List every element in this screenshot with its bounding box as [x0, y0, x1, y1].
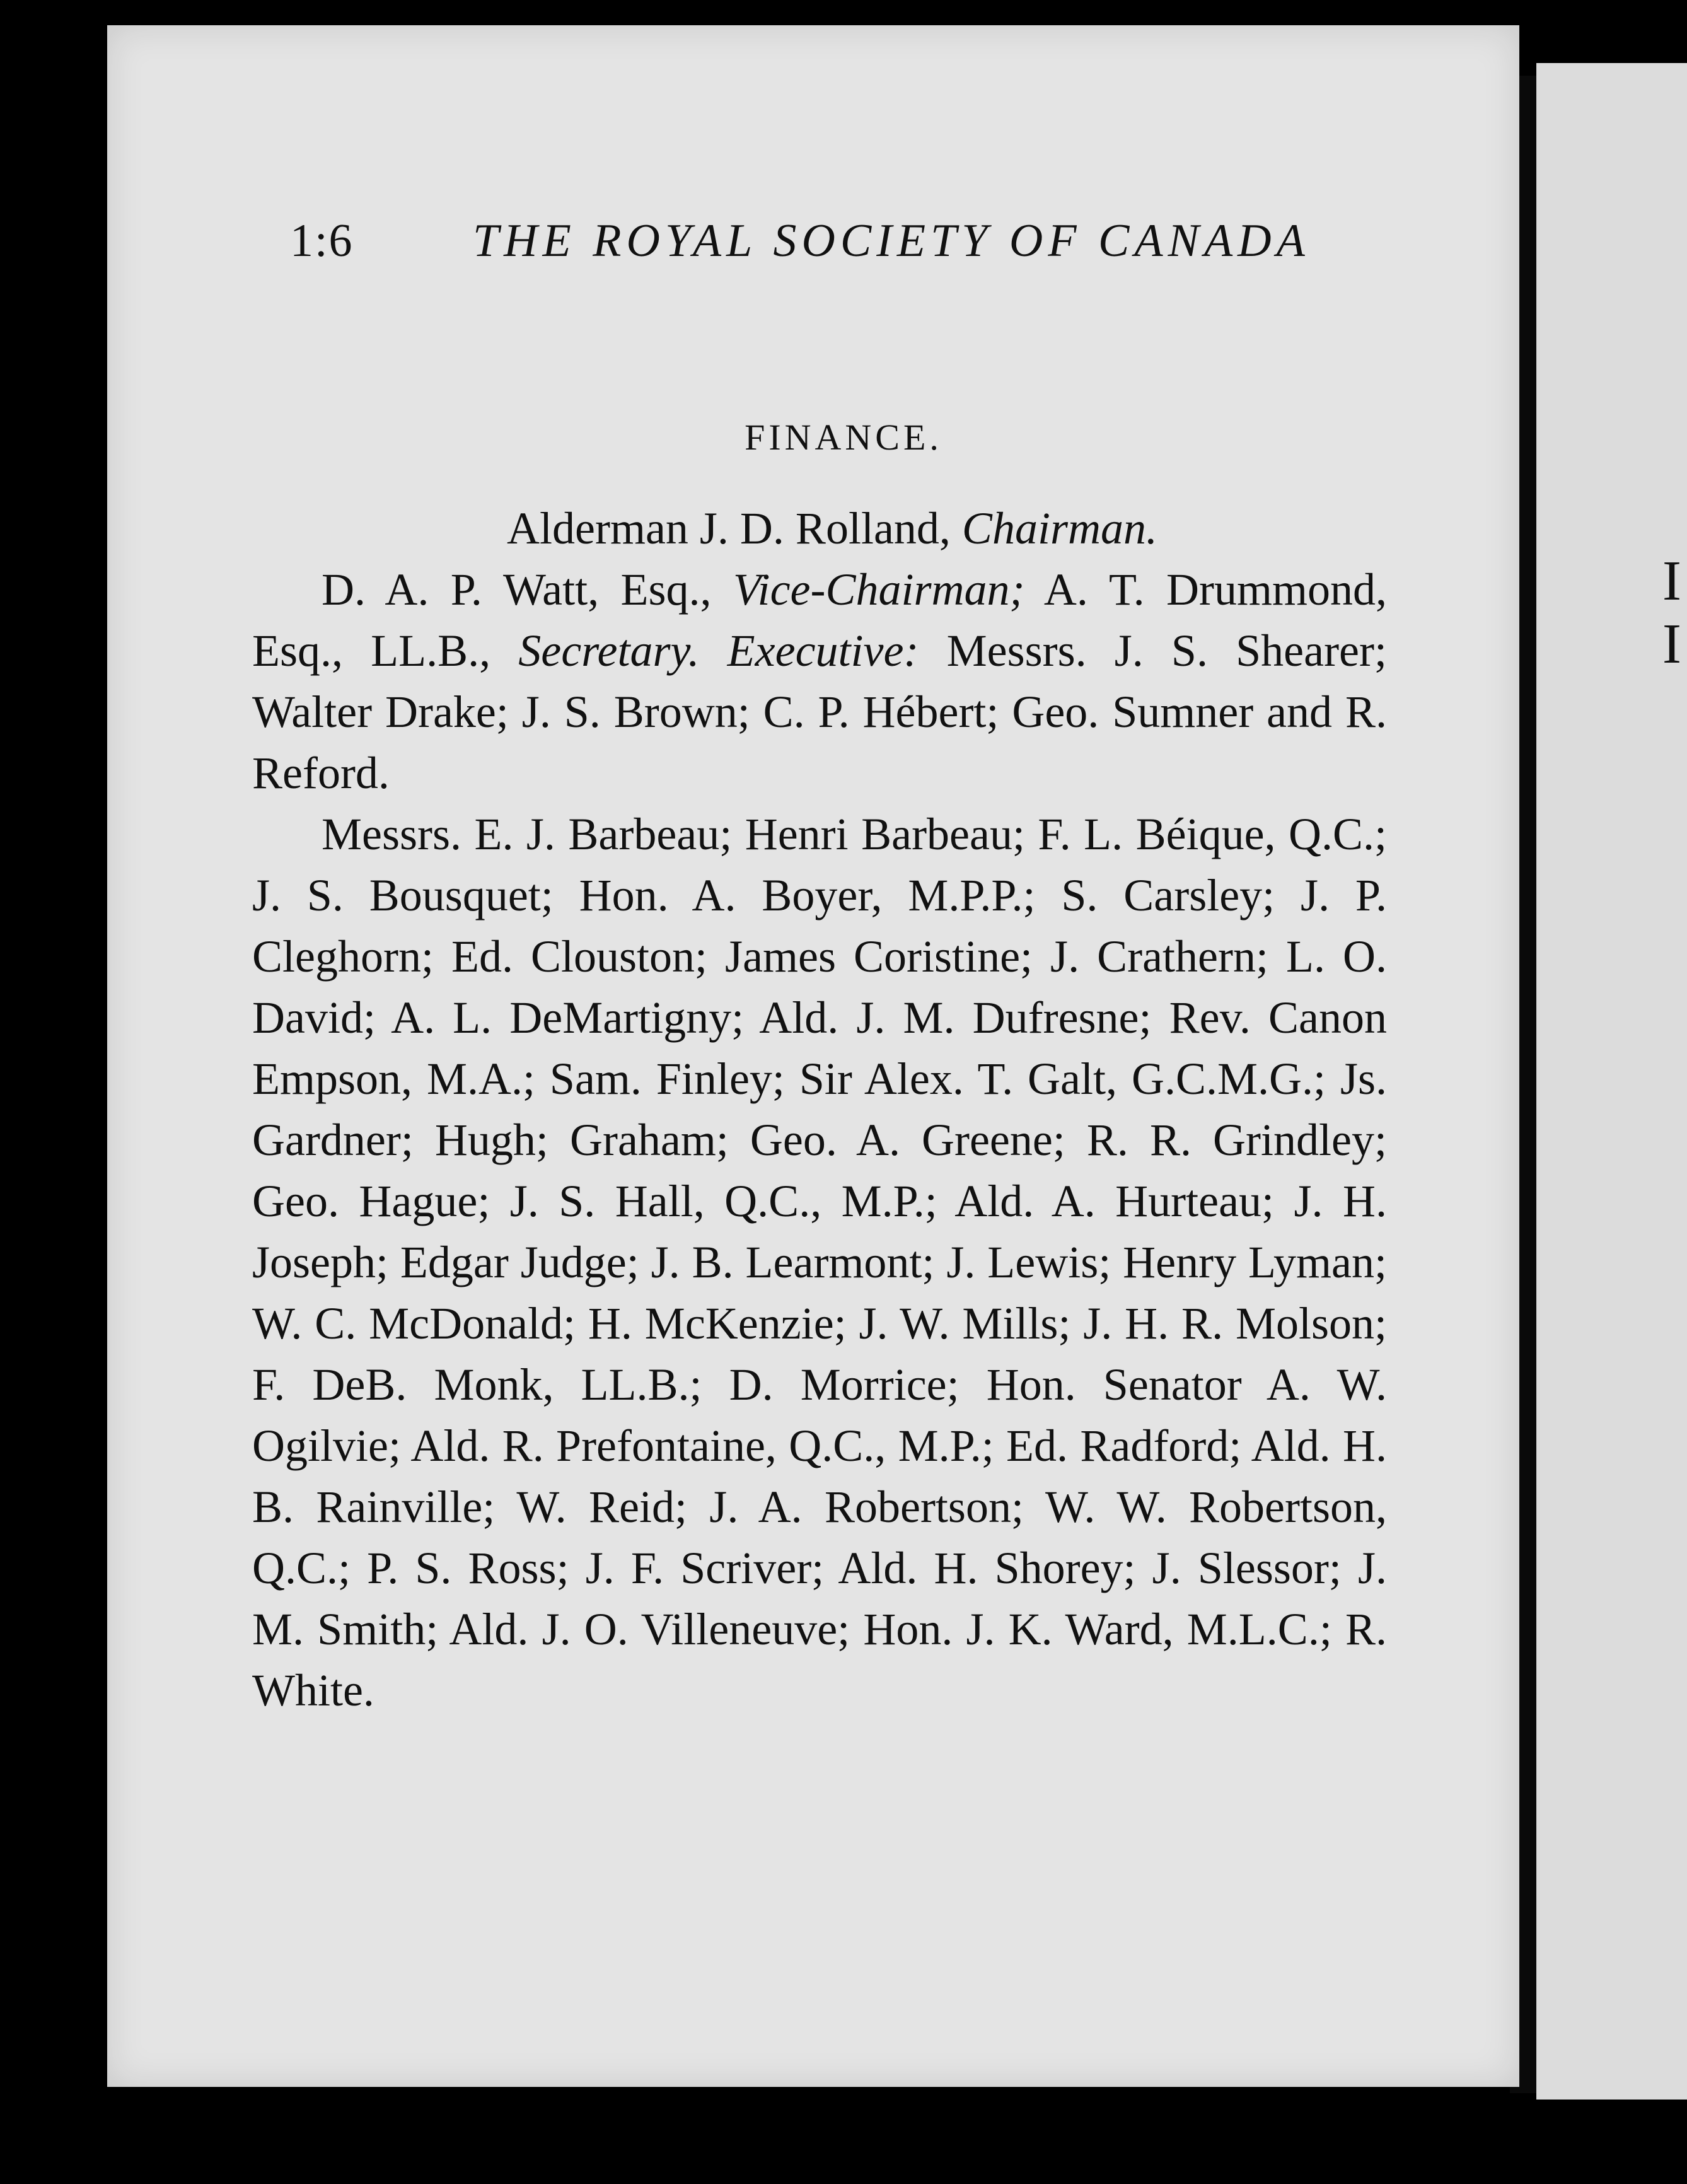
secretary-name: A. T. Drummond, Esq., LL.B.,: [252, 564, 1388, 676]
page-number: 1:6: [290, 215, 354, 267]
committee-text: [252, 498, 1387, 1721]
facing-page-edge: [1536, 63, 1687, 2100]
facing-page-fragment: I: [1662, 550, 1681, 612]
chairman-line: [252, 498, 1387, 559]
page-header: [290, 214, 1500, 284]
vice-chairman-role: Vice-Chairman;: [733, 564, 1025, 615]
chairman-role: Chairman.: [961, 503, 1157, 554]
vice-chairman-name: D. A. P. Watt, Esq.,: [322, 564, 733, 615]
executive-members: Messrs. J. S. Shearer; Walter Drake; J. S. Brown; C. P. Hébert; Geo. Sumner and R. Reford.: [252, 625, 1387, 798]
executive-label: Executive:: [699, 625, 919, 676]
chairman-name: Alderman J. D. Rolland,: [507, 503, 962, 554]
officers-paragraph: [252, 559, 1387, 804]
section-title: FINANCE.: [745, 417, 942, 458]
secretary-role: Secretary.: [518, 625, 700, 676]
running-title: THE ROYAL SOCIETY OF CANADA: [473, 215, 1310, 267]
facing-page-fragment: I: [1662, 613, 1681, 675]
members-paragraph: Messrs. E. J. Barbeau; Henri Barbeau; F. L. Béique, Q.C.; J. S. Bousquet; Hon. A. Boyer, M.P.P.; S. Carsley; J. P. Cleghorn; Ed. Clouston; James Coristine; J. Crathern; L. O. David; A. L. DeMartigny; Ald. J. M. Dufresne; Rev. Canon Empson, M.A.; Sam. Finley; Sir Alex. T. Galt, G.C.M.G.; Js. Gardner; Hugh; Graham; Geo. A. Greene; R. R. Grindley; Geo. Hague; J. S. Hall, Q.C., M.P.; Ald. A. Hurteau; J. H. Joseph; Edgar Judge; J. B. Learmont; J. Lewis; Henry Lyman; W. C. McDonald; H. McKenzie; J. W. Mills; J. H. R. Molson; F. DeB. Monk, LL.B.; D. Morrice; Hon. Senator A. W. Ogilvie; Ald. R. Prefontaine, Q.C., M.P.; Ed. Radford; Ald. H. B. Rainville; W. Reid; J. A. Robertson; W. W. Robertson, Q.C.; P. S. Ross; J. F. Scriver; Ald. H. Shorey; J. Slessor; J. M. Smith; Ald. J. O. Villeneuve; Hon. J. K. Ward, M.L.C.; R. White.: [252, 809, 1387, 1716]
